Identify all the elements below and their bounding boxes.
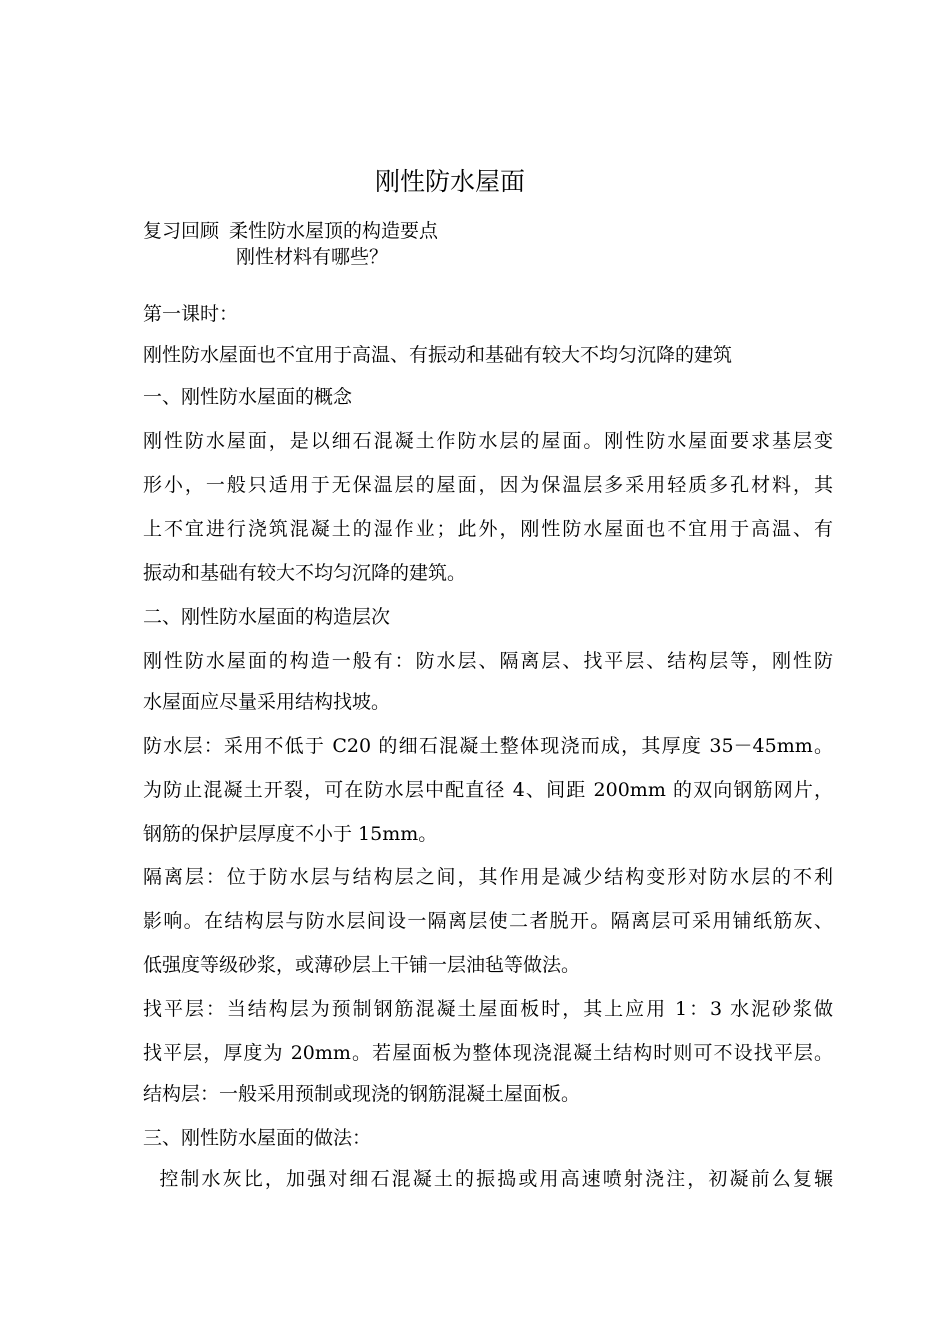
- review-item-2: 刚性材料有哪些？: [236, 246, 389, 268]
- paragraph-line: 刚性防水屋面，是以细石混凝土作防水层的屋面。刚性防水屋面要求基层变: [143, 430, 833, 452]
- lesson-label: 第一课时：: [143, 303, 239, 325]
- review-line: [143, 217, 833, 245]
- paragraph-line: 影响。在结构层与防水层间设一隔离层使二者脱开。隔离层可采用铺纸筋灰、: [143, 910, 833, 932]
- section-heading-layers: 二、刚性防水屋面的构造层次: [143, 606, 391, 628]
- paragraph-line: 水屋面应尽量采用结构找坡。: [143, 691, 391, 713]
- review-item-1: 柔性防水屋顶的构造要点: [229, 220, 439, 242]
- paragraph-line: 刚性防水屋面的构造一般有：防水层、隔离层、找平层、结构层等，刚性防: [143, 650, 833, 672]
- paragraph-line: 控制水灰比，加强对细石混凝土的振捣或用高速喷射浇注，初凝前么复辗: [143, 1168, 833, 1190]
- paragraph-line: 隔离层：位于防水层与结构层之间，其作用是减少结构变形对防水层的不利: [143, 866, 833, 888]
- review-label: 复习回顾: [143, 220, 220, 242]
- intro-paragraph: 刚性防水屋面也不宜用于高温、有振动和基础有较大不均匀沉降的建筑: [143, 344, 733, 366]
- paragraph-line: 为防止混凝土开裂，可在防水层中配直径 4、间距 200mm 的双向钢筋网片，: [143, 779, 833, 801]
- paragraph-line: 找平层，厚度为 20mm。若屋面板为整体现浇混凝土结构时则可不设找平层。: [143, 1042, 833, 1064]
- paragraph-line: 钢筋的保护层厚度不小于 15mm。: [143, 823, 438, 845]
- paragraph-line: 防水层：采用不低于 C20 的细石混凝土整体现浇而成，其厚度 35－45mm。: [143, 735, 833, 757]
- paragraph-line: 找平层：当结构层为预制钢筋混凝土屋面板时，其上应用 1：3 水泥砂浆做: [143, 998, 833, 1020]
- paragraph-line: 振动和基础有较大不均匀沉降的建筑。: [143, 562, 467, 584]
- page-title: 刚性防水屋面: [374, 167, 525, 196]
- paragraph-line: 形小，一般只适用于无保温层的屋面，因为保温层多采用轻质多孔材料，其: [143, 474, 833, 496]
- paragraph-line: 结构层：一般采用预制或现浇的钢筋混凝土屋面板。: [143, 1083, 581, 1105]
- paragraph-line: 上不宜进行浇筑混凝土的湿作业；此外，刚性防水屋面也不宜用于高温、有: [143, 518, 833, 540]
- paragraph-line: 低强度等级砂浆，或薄砂层上干铺一层油毡等做法。: [143, 954, 581, 976]
- section-heading-methods: 三、刚性防水屋面的做法：: [143, 1127, 372, 1149]
- section-heading-concept: 一、刚性防水屋面的概念: [143, 386, 353, 408]
